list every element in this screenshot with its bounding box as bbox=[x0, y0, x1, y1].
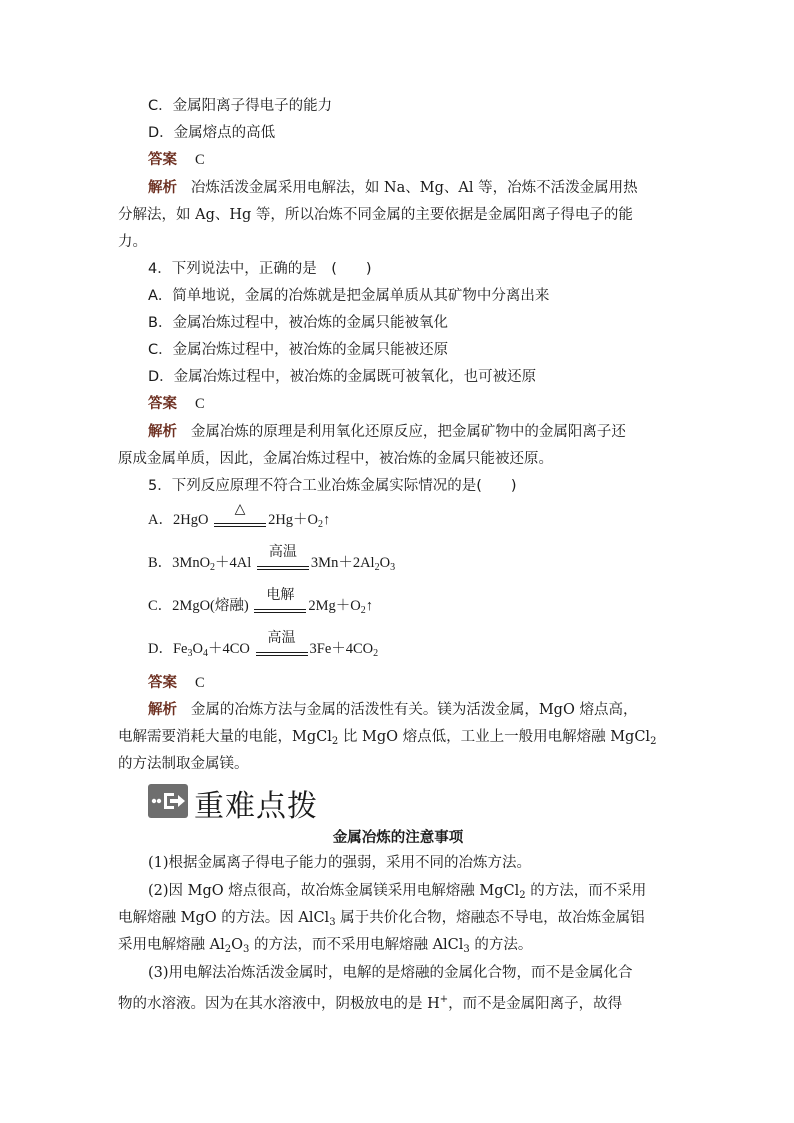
q3-analysis-line-1 bbox=[148, 178, 678, 198]
q4-option-d: D．金属冶炼过程中，被冶炼的金属既可被氧化，也可被还原 bbox=[148, 369, 537, 385]
arrow-exit-icon bbox=[148, 784, 188, 818]
q5-option-d: D．$Fe_3O_4+4CO$ 高温 $3Fe+4CO_2$ bbox=[148, 629, 379, 659]
section-paragraph-2-line-1: (2)因 MgO 熔点很高，故冶炼金属镁采用电解熔融 MgCl$_2$ 的方法，而不采用 bbox=[148, 883, 647, 901]
q4-option-c: C．金属冶炼过程中，被冶炼的金属只能被还原 bbox=[148, 342, 449, 358]
analysis-tag: 解析 bbox=[148, 180, 177, 196]
q5-analysis-line-3: 的方法制取金属镁。 bbox=[118, 756, 249, 772]
analysis-tag: 解析 bbox=[148, 424, 177, 440]
q5-option-b: B．3MnO$_2$＋4Al 高温 $3Mn+2Al_2O_3$ bbox=[148, 543, 396, 573]
reaction-condition: △ bbox=[214, 511, 266, 531]
q3-option-c: C．金属阳离子得电子的能力 bbox=[148, 98, 333, 114]
section-paragraph-2-line-3: 采用电解熔融 $Al_2O_3$ 的方法，而不采用电解熔融 AlCl$_3$ 的方法。 bbox=[118, 937, 533, 955]
analysis-tag: 解析 bbox=[148, 702, 177, 718]
analysis-text: 冶炼活泼金属采用电解法，如 Na、Mg、Al 等，冶炼不活泼金属用热 bbox=[190, 180, 638, 196]
section-paragraph-1: (1)根据金属离子得电子能力的强弱，采用不同的冶炼方法。 bbox=[148, 855, 532, 871]
answer-value: C bbox=[195, 152, 205, 168]
answer-tag: 答案 bbox=[148, 675, 177, 691]
answer-value: C bbox=[195, 675, 205, 691]
answer-value: C bbox=[195, 396, 205, 412]
q4-analysis-line-1 bbox=[148, 422, 678, 442]
q3-analysis-line-2: 分解法，如 Ag、Hg 等，所以冶炼不同金属的主要依据是金属阳离子得电子的能 bbox=[118, 207, 633, 223]
q5-analysis-line-1 bbox=[148, 700, 678, 720]
q5-option-c: C．2MgO(熔融) 电解 $2Mg+O_2↑$ bbox=[148, 586, 373, 616]
reaction-condition: 高温 bbox=[256, 640, 308, 660]
reaction-condition: 高温 bbox=[257, 554, 309, 574]
answer-tag: 答案 bbox=[148, 396, 177, 412]
answer-tag: 答案 bbox=[148, 152, 177, 168]
q3-answer-line bbox=[148, 150, 708, 170]
q4-option-b: B．金属冶炼过程中，被冶炼的金属只能被氧化 bbox=[148, 315, 448, 331]
q4-option-a: A．简单地说，金属的冶炼就是把金属单质从其矿物中分离出来 bbox=[148, 288, 550, 304]
q3-analysis-line-3: 力。 bbox=[118, 234, 147, 250]
q4-stem: 4．下列说法中，正确的是 ( ) bbox=[148, 261, 372, 277]
q5-stem: 5．下列反应原理不符合工业冶炼金属实际情况的是( ) bbox=[148, 478, 517, 494]
section-heading bbox=[148, 783, 338, 824]
q5-option-a: A．2HgO △ $2Hg+O_2↑$ bbox=[148, 500, 331, 530]
q5-answer-line bbox=[148, 673, 708, 693]
section-paragraph-3-line-2: 物的水溶液。因为在其水溶液中，阴极放电的是 H+，而不是金属阳离子，故得 bbox=[118, 994, 623, 1012]
analysis-text: 金属冶炼的原理是利用氧化还原反应，把金属矿物中的金属阳离子还 bbox=[190, 424, 626, 440]
section-title: 金属冶炼的注意事项 bbox=[332, 829, 464, 846]
section-heading-text: 重难点拨 bbox=[194, 789, 318, 824]
q4-analysis-line-2: 原成金属单质，因此，金属冶炼过程中，被冶炼的金属只能被还原。 bbox=[118, 451, 553, 467]
q3-option-d: D．金属熔点的高低 bbox=[148, 125, 276, 141]
section-paragraph-3-line-1: (3)用电解法冶炼活泼金属时，电解的是熔融的金属化合物，而不是金属化合 bbox=[148, 965, 633, 981]
section-paragraph-2-line-2: 电解熔融 MgO 的方法。因 AlCl$_3$ 属于共价化合物，熔融态不导电，故冶炼金属铝 bbox=[118, 910, 645, 928]
q4-answer-line bbox=[148, 394, 708, 414]
analysis-text: 金属的冶炼方法与金属的活泼性有关。镁为活泼金属，MgO 熔点高， bbox=[190, 702, 638, 718]
reaction-condition: 电解 bbox=[254, 597, 306, 617]
q5-analysis-line-2: 电解需要消耗大量的电能，MgCl$_2$ 比 MgO 熔点低，工业上一般用电解熔融 MgCl$_2$ bbox=[118, 729, 657, 747]
